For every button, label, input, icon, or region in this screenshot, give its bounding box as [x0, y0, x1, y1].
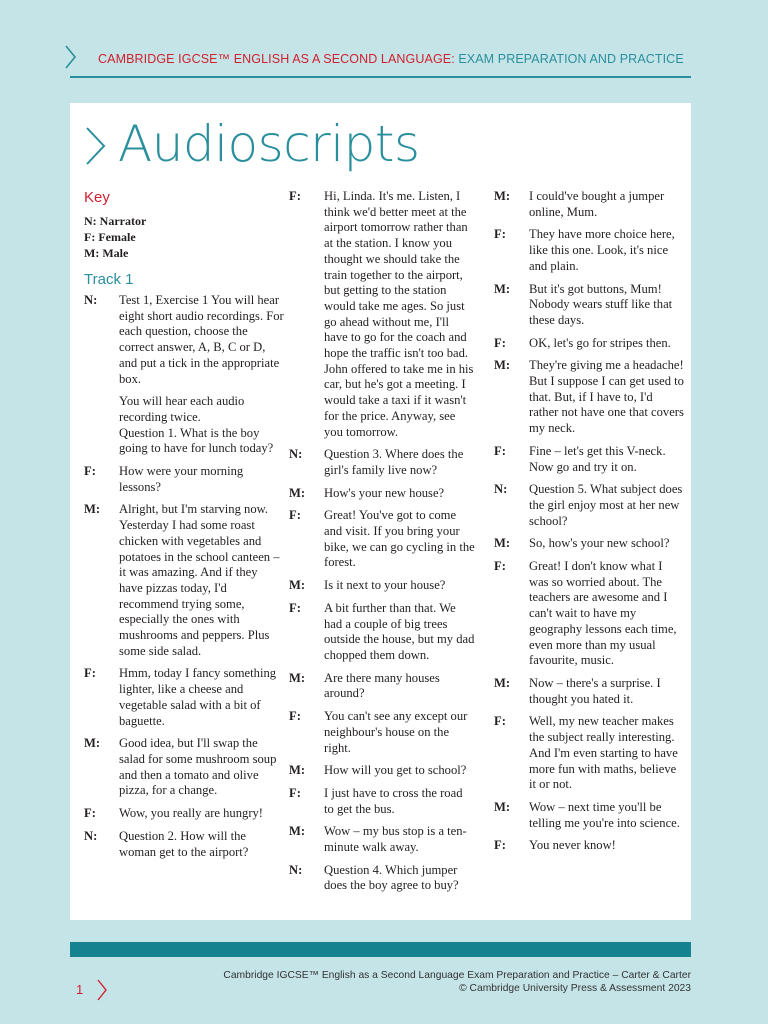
transcript-entry [289, 763, 475, 779]
page-header [70, 40, 691, 78]
speaker-label: F: [289, 600, 301, 615]
transcript-entry [289, 824, 475, 855]
speech-paragraph: Hmm, today I fancy something lighter, like a cheese and vegetable salad with a bit of baguette. [119, 666, 277, 728]
speech-paragraph: Wow – next time you'll be telling me you're into science. [529, 799, 680, 830]
speaker-label: F: [494, 838, 506, 853]
speech-paragraph: Question 1. What is the boy going to have for lunch today? [119, 425, 274, 456]
speech-text [529, 282, 684, 329]
speech-text [119, 806, 284, 822]
speaker-label: M: [289, 578, 306, 593]
speaker-label: F: [494, 335, 506, 350]
speech-paragraph: Is it next to your house? [324, 578, 446, 593]
transcript-list [289, 189, 475, 894]
speech-text [119, 829, 284, 860]
transcript-entry [494, 189, 684, 220]
speech-paragraph: A bit further than that. We had a couple of big trees outside the house, but my dad chopped them down. [324, 600, 475, 662]
speech-paragraph: How were your morning lessons? [119, 464, 244, 494]
transcript-entry [494, 800, 684, 831]
speech-paragraph: But it's got buttons, Mum! Nobody wears stuff like that these days. [529, 281, 673, 327]
transcript-entry [289, 863, 475, 894]
transcript-entry [494, 336, 684, 352]
transcript-entry [84, 464, 284, 495]
speaker-label: F: [494, 443, 506, 458]
speaker-label: M: [289, 824, 306, 839]
speech-paragraph: Great! You've got to come and visit. If you bring your bike, we can go cycling in the forest. [324, 508, 475, 570]
transcript-entry [289, 486, 475, 502]
transcript-entry [289, 709, 475, 756]
transcript-entry [494, 536, 684, 552]
speech-paragraph: Good idea, but I'll swap the salad for some mushroom soup and then a tomato and olive pizza, for a change. [119, 736, 277, 798]
speaker-label: M: [494, 189, 511, 203]
key-item-narrator: N: Narrator [84, 214, 147, 228]
speech-text [324, 447, 475, 478]
speech-paragraph: Now – there's a surprise. I thought you hated it. [529, 675, 661, 706]
speech-text [529, 800, 684, 831]
speech-paragraph: Test 1, Exercise 1 You will hear eight short audio recordings. For each question, choose the correct answer, A, B, C or D, and put a tick in the appropriate box. [119, 293, 284, 386]
transcript-entry [289, 508, 475, 571]
speaker-label: F: [289, 189, 301, 203]
transcript-entry [84, 666, 284, 729]
speech-text [529, 838, 684, 854]
speech-paragraph: You will hear each audio recording twice. [119, 394, 245, 424]
speaker-label: N: [84, 828, 98, 843]
content-card [70, 103, 691, 920]
transcript-entry [494, 714, 684, 793]
chevron-right-icon [84, 125, 108, 167]
speaker-label: M: [84, 736, 101, 751]
footer-line-1: Cambridge IGCSE™ English as a Second Language Exam Preparation and Practice – Carter & Carter [223, 970, 691, 981]
transcript-entry [84, 736, 284, 799]
speaker-label: M: [84, 502, 101, 517]
speech-paragraph: Question 4. Which jumper does the boy agree to buy? [324, 862, 459, 893]
speech-paragraph: They're giving me a headache! But I suppose I can get used to that. But, if I have to, I'd rather not have one that covers my neck. [529, 358, 684, 436]
header-title [98, 52, 684, 66]
speaker-label: F: [494, 714, 506, 729]
chevron-right-icon [96, 978, 108, 1002]
speaker-label: F: [84, 806, 96, 821]
key-heading: Key [84, 189, 110, 206]
speech-paragraph: I could've bought a jumper online, Mum. [529, 189, 665, 219]
speaker-label: N: [289, 862, 303, 877]
speaker-label: M: [494, 675, 511, 690]
transcript-entry [289, 189, 475, 440]
transcript-entry [494, 676, 684, 707]
transcript-entry [494, 838, 684, 854]
speech-text [324, 508, 475, 571]
speaker-label: F: [289, 709, 301, 724]
speech-text [529, 227, 684, 274]
speech-text [324, 601, 475, 664]
speech-paragraph: Question 5. What subject does the girl enjoy most at her new school? [529, 482, 683, 528]
speech-text [529, 714, 684, 793]
track-heading: Track 1 [84, 271, 134, 288]
speech-paragraph: How will you get to school? [324, 763, 467, 778]
speaker-label: N: [494, 482, 508, 497]
speech-text [324, 189, 475, 440]
speech-paragraph: Are there many houses around? [324, 670, 440, 701]
speech-text [324, 578, 475, 594]
speaker-label: M: [289, 670, 306, 685]
speaker-label: N: [84, 293, 98, 307]
speaker-label: M: [289, 763, 306, 778]
speech-paragraph: Question 3. Where does the girl's family live now? [324, 447, 464, 477]
speech-text [529, 336, 684, 352]
key-item-male: M: Male [84, 246, 129, 260]
speech-paragraph: Wow – my bus stop is a ten-minute walk away. [324, 824, 467, 855]
transcript-entry [289, 671, 475, 702]
footer-bar [70, 942, 691, 957]
transcript-entry [289, 447, 475, 478]
speech-text [529, 559, 684, 669]
speech-paragraph: Alright, but I'm starving now. Yesterday I had some roast chicken with vegetables and potatoes in the school canteen – it was amazing. And if they have pizzas today, I'd recommend trying some, especially the ones with mushrooms and peppers. Plus some side salad. [119, 502, 280, 658]
speaker-label: F: [84, 464, 96, 479]
speech-paragraph: How's your new house? [324, 485, 445, 500]
speech-text [324, 763, 475, 779]
speech-paragraph: They have more choice here, like this one. Look, it's nice and plain. [529, 227, 675, 273]
transcript-entry [84, 806, 284, 822]
speaker-label: F: [289, 508, 301, 523]
speech-text [529, 444, 684, 475]
speech-paragraph: I just have to cross the road to get the bus. [324, 785, 463, 816]
speech-text [119, 666, 284, 729]
speaker-label: F: [289, 785, 301, 800]
speech-text [529, 482, 684, 529]
speech-text [324, 486, 475, 502]
column-3 [494, 189, 684, 861]
transcript-entry [289, 601, 475, 664]
column-2 [289, 189, 475, 901]
speech-text [324, 824, 475, 855]
speech-text [119, 736, 284, 799]
speaker-label: M: [494, 358, 511, 373]
speech-text [529, 536, 684, 552]
speech-text [324, 863, 475, 894]
transcript-entry [494, 227, 684, 274]
transcript-entry [494, 358, 684, 437]
transcript-entry [494, 482, 684, 529]
column-1 [84, 189, 284, 867]
header-title-series: CAMBRIDGE IGCSE™ ENGLISH AS A SECOND LANGUAGE: [98, 52, 455, 66]
speech-paragraph: Great! I don't know what I was so worried about. The teachers are awesome and I can't wait to have my geography lessons each time, even more than my usual favourite, music. [529, 559, 677, 668]
page-number: 1 [76, 982, 84, 997]
transcript-entry [494, 444, 684, 475]
transcript-entry [494, 559, 684, 669]
speech-paragraph: Hi, Linda. It's me. Listen, I think we'd better meet at the airport tomorrow rather than at the station. I know you thought we should take the train together to the airport, but getting to the station would take me ages. So just go ahead without me, I'll have to go for the coach and hope the traffic isn't too bad. John offered to take me in his car, but he's got a meeting. I would take a taxi if it wasn't for the price. Anyway, see you tomorrow. [324, 189, 474, 439]
speech-paragraph: Fine – let's get this V-neck. Now go and try it on. [529, 443, 666, 474]
speaker-label: M: [494, 536, 511, 551]
speech-text [119, 464, 284, 495]
key-item-female: F: Female [84, 230, 136, 244]
speaker-label: F: [494, 227, 506, 242]
speech-paragraph: You never know! [529, 838, 616, 853]
speaker-label: M: [494, 799, 511, 814]
transcript-list [84, 293, 284, 860]
transcript-list [494, 189, 684, 854]
speech-paragraph: You can't see any except our neighbour's house on the right. [324, 709, 468, 755]
speech-paragraph: Wow, you really are hungry! [119, 806, 263, 821]
speaker-label: M: [289, 485, 306, 500]
speaker-label: M: [494, 281, 511, 296]
speech-paragraph: So, how's your new school? [529, 536, 670, 551]
speech-paragraph: Well, my new teacher makes the subject really interesting. And I'm even starting to have more fun with maths, believe it or not. [529, 714, 678, 792]
transcript-entry [84, 829, 284, 860]
footer-line-2: © Cambridge University Press & Assessment 2023 [459, 983, 691, 994]
speech-paragraph: Question 2. How will the woman get to the airport? [119, 828, 249, 859]
speech-text [324, 786, 475, 817]
transcript-entry [494, 282, 684, 329]
speech-text [119, 293, 284, 457]
speech-paragraph: OK, let's go for stripes then. [529, 335, 671, 350]
speech-text [324, 671, 475, 702]
transcript-entry [289, 786, 475, 817]
speech-text [529, 189, 684, 220]
header-title-subtitle: EXAM PREPARATION AND PRACTICE [458, 52, 684, 66]
page-title-text: Audioscripts [118, 115, 420, 173]
speaker-label: F: [494, 559, 506, 574]
speaker-label: F: [84, 666, 96, 681]
chevron-right-icon [64, 44, 78, 70]
speech-text [529, 358, 684, 437]
speech-text [529, 676, 684, 707]
transcript-entry [289, 578, 475, 594]
speech-text [119, 502, 284, 659]
speech-text [324, 709, 475, 756]
speaker-label: N: [289, 447, 303, 462]
footer-credit [223, 969, 691, 995]
transcript-entry [84, 293, 284, 457]
transcript-entry [84, 502, 284, 659]
